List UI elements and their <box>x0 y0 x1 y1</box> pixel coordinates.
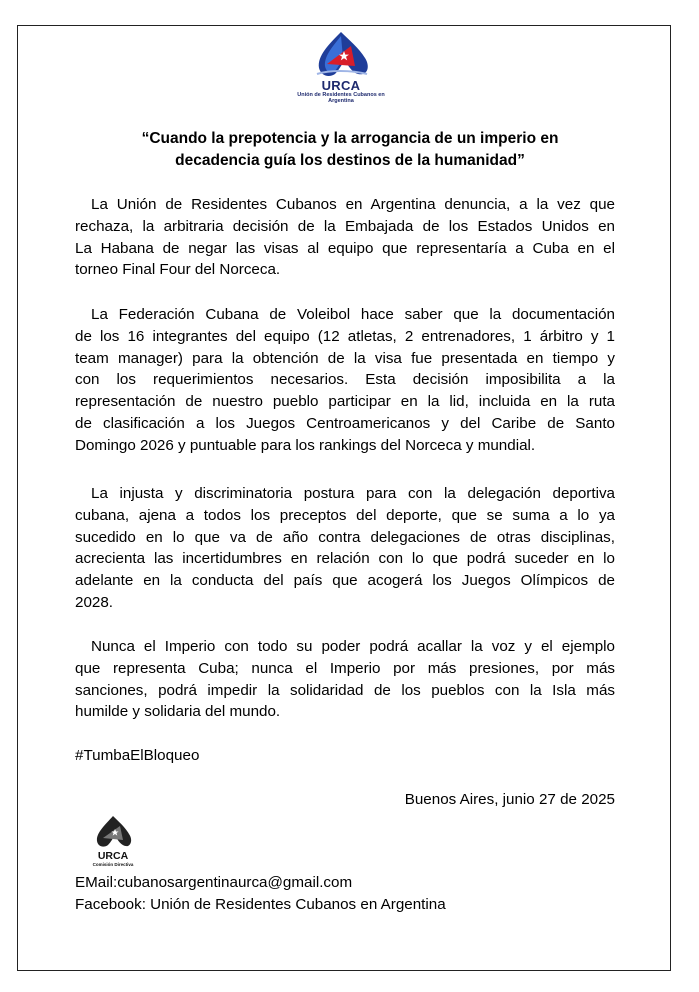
paragraph-line: humilde y solidaria del mundo. <box>75 703 281 721</box>
paragraph-line: torneo Final Four del Norceca. <box>75 261 281 279</box>
paragraph-line: Domingo 2026 y puntuable para los rankings del Norceca y mundial. <box>75 436 536 454</box>
paragraph-line: 2028. <box>75 593 114 611</box>
urca-logo-icon <box>311 30 371 80</box>
paragraph-line: de los 16 integrantes del equipo (12 atletas, 2 entrenadores, 1 árbitro y 1 <box>75 327 615 345</box>
paragraph-line: representación de nuestro pueblo participar en la lid, incluida en la ruta <box>75 393 615 411</box>
footer-logo-name: URCA <box>97 850 129 862</box>
footer-logo-subtitle: Comisión Directiva <box>92 862 134 867</box>
paragraph-line: La Habana de negar las visas al equipo que representaría a Cuba en el <box>75 239 615 257</box>
paragraph-line: adelante en la conducta del país que acogerá los Juegos Olímpicos de <box>75 572 615 590</box>
paragraph-line: La Unión de Residentes Cubanos en Argentina denuncia, a la vez que <box>91 196 615 213</box>
logo-name: URCA <box>321 78 361 93</box>
paragraph-line: cubana, ajena a todos los preceptos del deporte, que se suma a lo ya <box>75 506 615 524</box>
paragraph-line: sanciones, podrá impedir la solidaridad de los pueblos con la Isla más <box>75 681 615 699</box>
paragraph-line: Nunca el Imperio con todo su poder podrá acallar la voz y el ejemplo <box>91 638 615 655</box>
paragraph-line: rechaza, la arbitraria decisión de la Embajada de los Estados Unidos en <box>75 217 615 235</box>
place-date: Buenos Aires, junio 27 de 2025 <box>404 791 615 808</box>
title-line: decadencia guía los destinos de la humanidad” <box>175 152 525 169</box>
paragraph-1 <box>75 194 615 281</box>
document-title <box>80 128 620 172</box>
logo-subtitle: Unión de Residentes Cubanos en Argentina <box>297 92 385 104</box>
paragraph-line: con los requerimientos necesarios. Esta decisión imposibilita a la <box>75 371 615 389</box>
paragraph-line: team manager) para la obtención de la visa fue presentada en tiempo y <box>75 349 615 367</box>
paragraph-line: de clasificación a los Juegos Centroamericanos y del Caribe de Santo <box>75 414 615 432</box>
paragraph-2 <box>75 304 615 457</box>
contact-email: EMail:cubanosargentinaurca@gmail.com <box>75 874 353 891</box>
paragraph-line: La injusta y discriminatoria postura para con la delegación deportiva <box>91 485 615 502</box>
paragraph-line: sucedido en lo que va de año contra delegaciones de otras disciplinas, <box>75 528 615 546</box>
contact-facebook: Facebook: Unión de Residentes Cubanos en Argentina <box>75 896 446 913</box>
urca-footer-logo-icon <box>92 815 134 849</box>
paragraph-line: acrecienta las incertidumbres en relación con lo que podrá suceder en lo <box>75 550 615 568</box>
paragraph-3 <box>75 483 615 614</box>
paragraph-4 <box>75 636 615 723</box>
paragraph-line: que representa Cuba; nunca el Imperio por más presiones, por más <box>75 659 615 677</box>
paragraph-line: La Federación Cubana de Voleibol hace saber que la documentación <box>91 306 615 323</box>
title-line: “Cuando la prepotencia y la arrogancia de un imperio en <box>141 130 559 147</box>
hashtag: #TumbaElBloqueo <box>75 747 200 764</box>
